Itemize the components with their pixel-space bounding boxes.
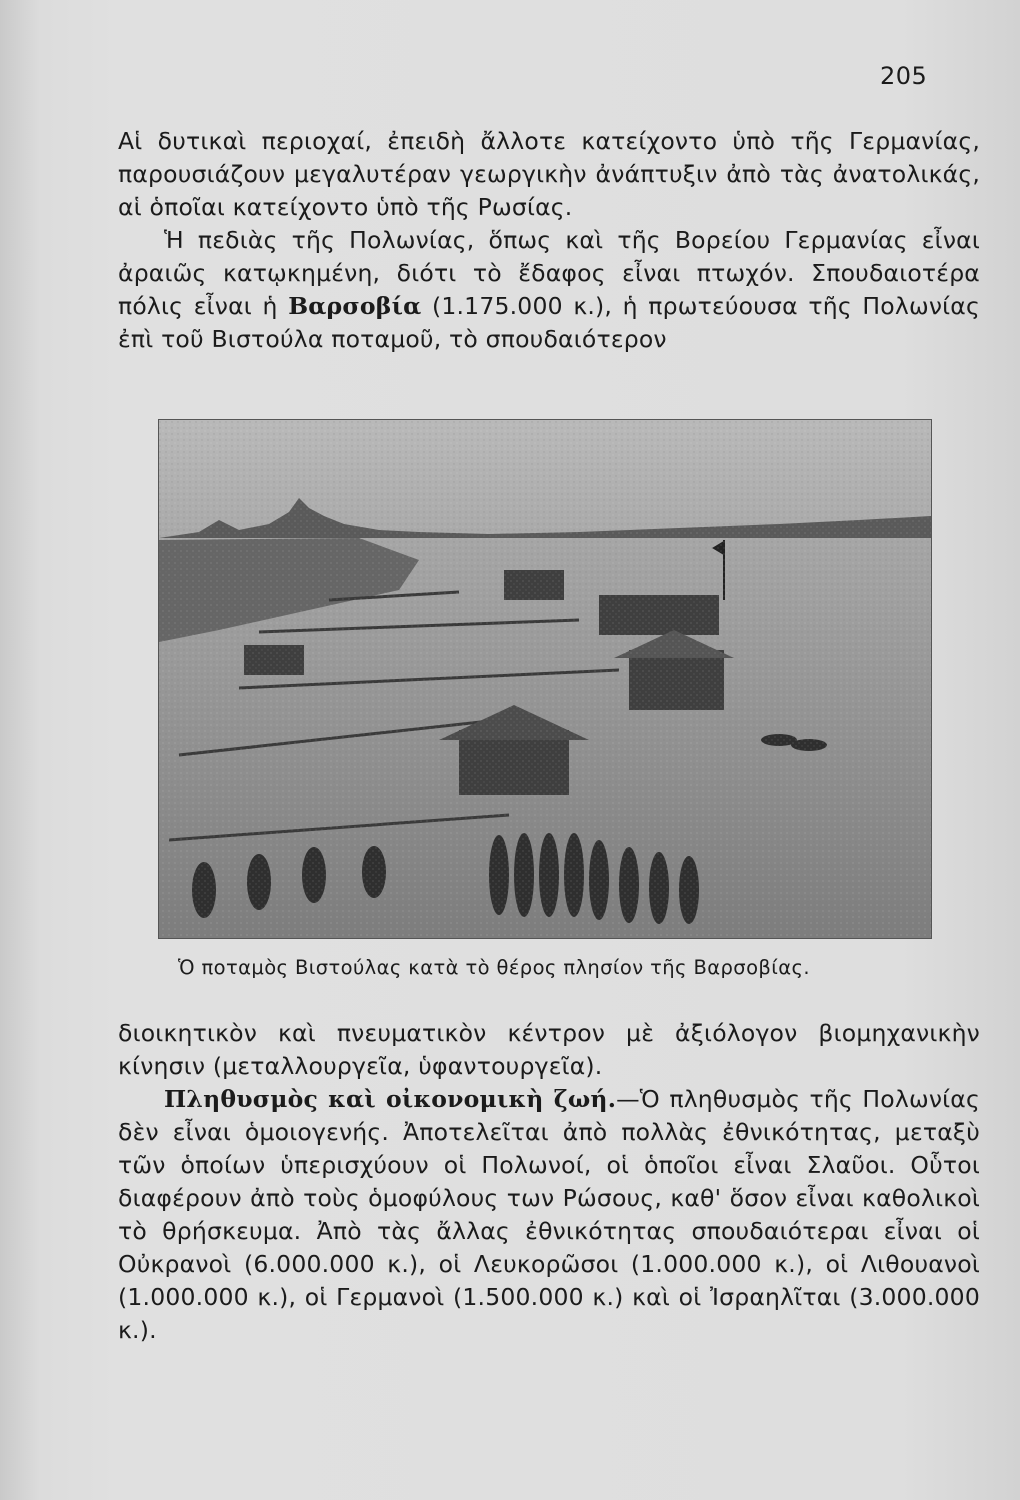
photo-illustration — [159, 420, 931, 938]
population-text: —Ὁ πληθυσμὸς τῆς Πολωνίας δὲν εἶναι ὁμοιογενής. Ἀποτελεῖται ἀπὸ πολλὰς ἐθνικότητας, μεταξὺ τῶν ὁποίων ὑπερισχύουν οἱ Πολωνοί, οἱ ὁποῖοι εἶναι Σλαῦοι. Οὗτοι διαφέρουν ἀπὸ τοὺς ὁμοφύλους των Ρώσους, καθ' ὅσον εἶναι καθολικοὶ τὸ θρήσκευμα. Ἀπὸ τὰς ἄλλας ἐθνικότητας σπουδαιότεραι εἶναι οἱ Οὐκρανοὶ (6.000.000 κ.), οἱ Λευκορῶσοι (1.000.000 κ.), οἱ Λιθουανοὶ (1.000.000 κ.), οἱ Γερμανοὶ (1.500.000 κ.) καὶ οἱ Ἰσραηλῖται (3.000.000 κ.). — [118, 1085, 980, 1344]
photo-grain — [159, 420, 931, 938]
paragraph-population — [118, 1083, 980, 1347]
bottom-text-block — [118, 1017, 980, 1347]
warsaw-bold: Βαρσοβία — [288, 292, 422, 320]
paragraph-plain-end: (1.175.000 κ.), ἡ πρωτεύουσα τῆς Πολωνίας ἐπὶ τοῦ Βιστούλα ποταμοῦ, τὸ σπουδαιότερον — [118, 292, 980, 353]
figure-caption: Ὁ ποταμὸς Βιστούλας κατὰ τὸ θέρος πλησίον τῆς Βαρσοβίας. — [178, 956, 810, 979]
paragraph-admin-center: διοικητικὸν καὶ πνευματικὸν κέντρον μὲ ἀξιόλογον βιομηχανικὴν κίνησιν (μεταλλουργεῖα, ὑφαντουργεῖα). — [118, 1019, 980, 1080]
population-heading: Πληθυσμὸς καὶ οἰκονομικὴ ζωή. — [164, 1085, 617, 1113]
vistula-river-photo — [158, 419, 932, 939]
paragraph-plain-start: Ἡ πεδιὰς τῆς Πολωνίας, ὅπως καὶ τῆς Βορείου Γερμανίας εἶναι ἀραιῶς κατῳκημένη, διότι τὸ ἔδαφος εἶναι πτωχόν. Σπουδαιοτέρα πόλις εἶναι ἡ — [118, 226, 980, 320]
paragraph-polish-plain — [118, 224, 980, 356]
page-number: 205 — [880, 62, 928, 90]
paragraph-west-regions: Αἱ δυτικαὶ περιοχαί, ἐπειδὴ ἄλλοτε κατείχοντο ὑπὸ τῆς Γερμανίας, παρουσιάζουν μεγαλυτέραν γεωργικὴν ἀνάπτυξιν ἀπὸ τὰς ἀνατολικάς, αἱ ὁποῖαι κατείχοντο ὑπὸ τῆς Ρωσίας. — [118, 127, 980, 221]
top-text-block — [118, 125, 980, 356]
